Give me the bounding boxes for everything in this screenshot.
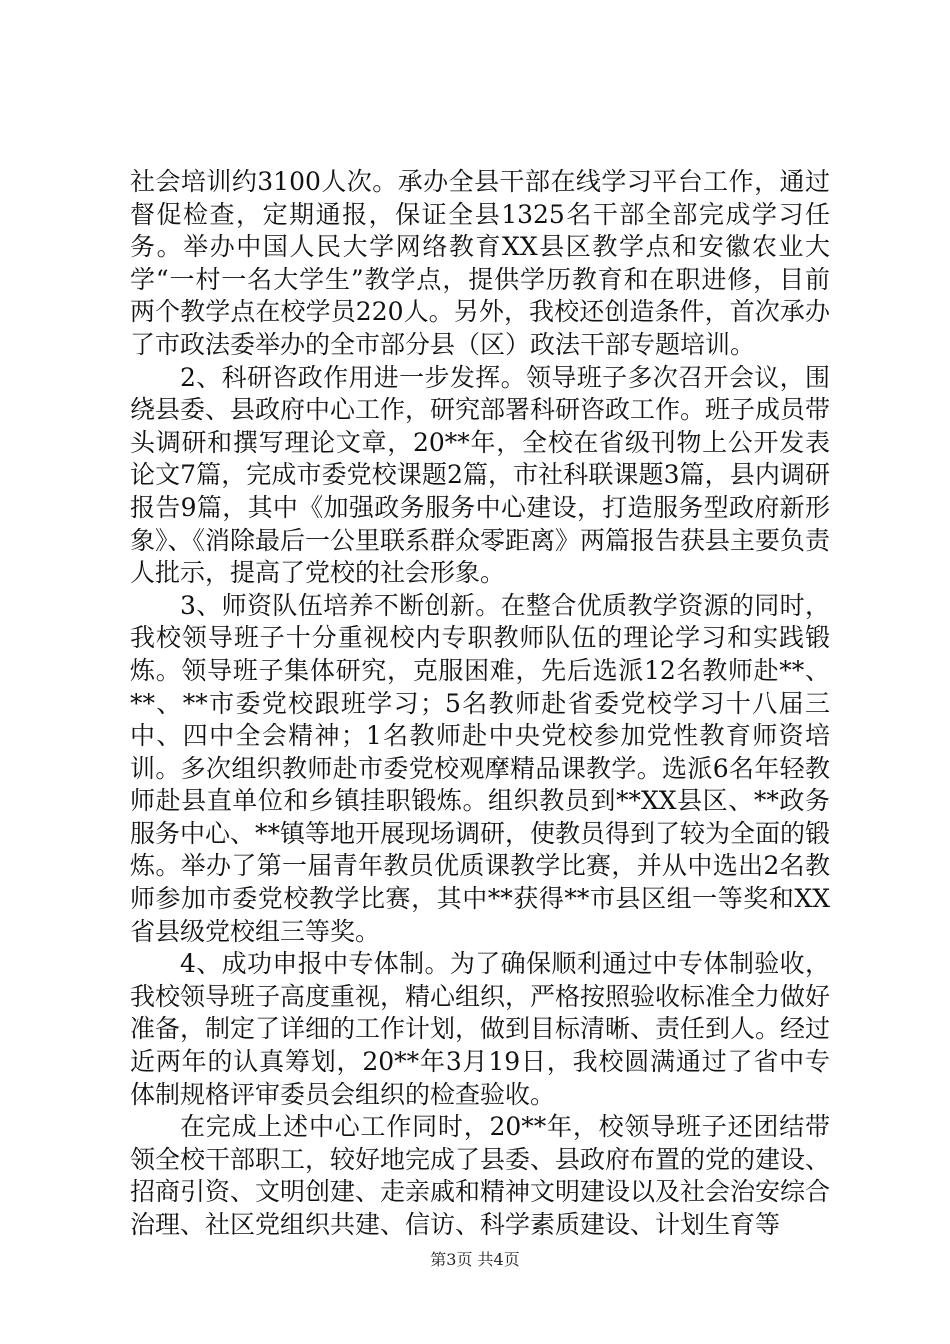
paragraph-teachers: 3、师资队伍培养不断创新。在整合优质教学资源的同时，我校领导班子十分重视校内专职教师队伍的理论学习和实践锻炼。领导班子集体研究，克服困难，先后选派12名教师赴**、**、**市委党校跟班学习；5名教师赴省委党校学习十八届三中、四中全会精神；1名教师赴中央党校参加党性教育师资培训。多次组织教师赴市委党校观摩精品课教学。选派6名年轻教师赴县直单位和乡镇挂职锻炼。组织教员到**XX县区、**政务服务中心、**镇等地开展现场调研，使教员得到了较为全面的锻炼。举办了第一届青年教员优质课教学比赛，并从中选出2名教师参加市委党校教学比赛，其中**获得**市县区组一等奖和XX省县级党校组三等奖。: [130, 590, 831, 946]
paragraph-secondary-school: 4、成功申报中专体制。为了确保顺利通过中专体制验收，我校领导班子高度重视，精心组织，严格按照验收标准全力做好准备，制定了详细的工作计划，做到目标清晰、责任到人。经过近两年的认真筹划，20**年3月19日，我校圆满通过了省中专体制规格评审委员会组织的检查验收。: [130, 949, 831, 1109]
paragraph-other-work: 在完成上述中心工作同时，20**年，校领导班子还团结带领全校干部职工，较好地完成了县委、县政府布置的党的建设、招商引资、文明创建、走亲戚和精神文明建设以及社会治安综合治理、社区党组织共建、信访、科学素质建设、计划生育等: [130, 1112, 831, 1239]
document-body: [130, 166, 830, 1242]
page-footer: 第3页 共4页: [430, 1250, 520, 1269]
paragraph-training: 社会培训约3100人次。承办全县干部在线学习平台工作，通过督促检查，定期通报，保证全县1325名干部全部完成学习任务。举办中国人民大学网络教育XX县区教学点和安徽农业大学“一村一名大学生”教学点，提供学历教育和在职进修，目前两个教学点在校学员220人。另外，我校还创造条件，首次承办了市政法委举办的全市部分县（区）政法干部专题培训。: [130, 167, 830, 359]
paragraph-research: 2、科研咨政作用进一步发挥。领导班子多次召开会议，围绕县委、县政府中心工作，研究部署科研咨政工作。班子成员带头调研和撰写理论文章，20**年，全校在省级刊物上公开发表论文7篇，完成市委党校课题2篇，市社科联课题3篇，县内调研报告9篇，其中《加强政务服务中心建设，打造服务型政府新形象》、《消除最后一公里联系群众零距离》两篇报告获县主要负责人批示，提高了党校的社会形象。: [130, 362, 831, 588]
